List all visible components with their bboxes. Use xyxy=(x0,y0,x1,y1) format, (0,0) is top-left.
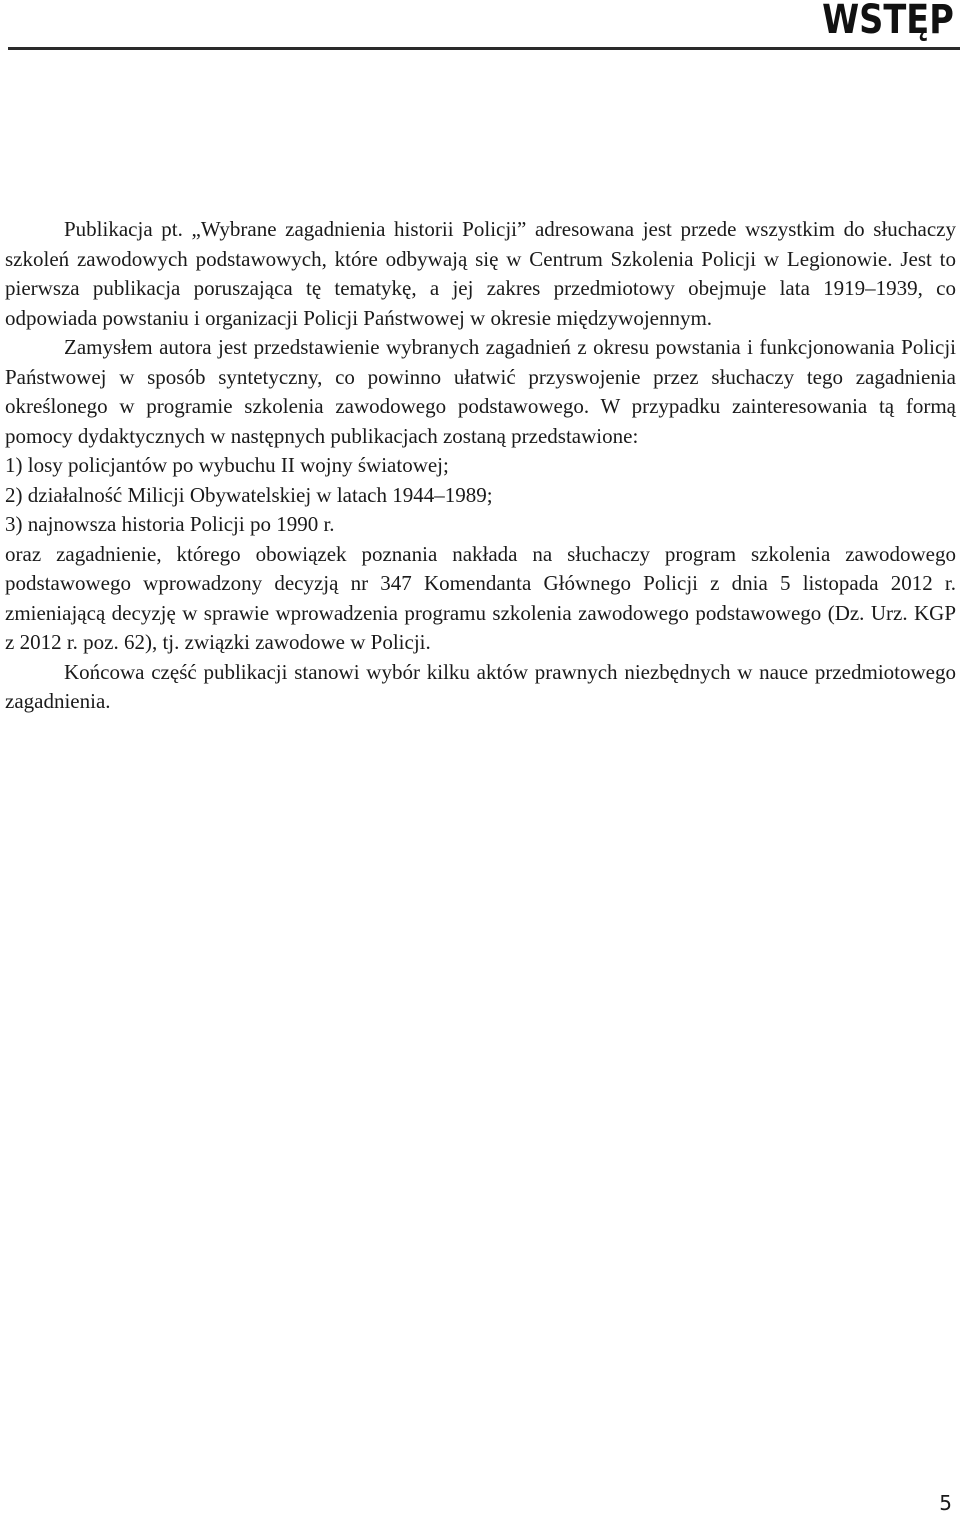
chapter-title: WSTĘP xyxy=(822,0,954,43)
page-number: 5 xyxy=(939,1491,952,1515)
list-item: 3) najnowsza historia Policji po 1990 r. xyxy=(5,512,335,536)
paragraph-intro: Publikacja pt. „Wybrane zagadnienia historii Policji” adresowana jest przede wszystkim do słuchaczy szkoleń zawodowych podstawowych, które odbywają się w Centrum Szkolenia Policji w Legionowie. Jest to pierwsza publikacja poruszająca tę tematykę, a jej zakres przedmiotowy obejmuje lata 1919–1939, co odpowiada powstaniu i organizacji Policji Państwowej w okresie międzywojennym. xyxy=(5,217,956,330)
body-text xyxy=(5,215,956,717)
paragraph-trade-unions: oraz zagadnienie, którego obowiązek poznania nakłada na słuchaczy program szkolenia zawodowego podstawowego wprowadzony decyzją nr 347 Komendanta Głównego Policji z dnia 5 listopada 2012 r. zmieniającą decyzję w sprawie wprowadzenia programu szkolenia zawodowego podstawowego (Dz. Urz. KGP z 2012 r. poz. 62), tj. związki zawodowe w Policji. xyxy=(5,541,956,654)
page-header xyxy=(797,0,954,46)
paragraph-final: Końcowa część publikacji stanowi wybór kilku aktów prawnych niezbędnych w nauce przedmiotowego zagadnienia. xyxy=(5,659,956,713)
list-item: 2) działalność Milicji Obywatelskiej w latach 1944–1989; xyxy=(5,482,493,507)
header-rule xyxy=(8,47,960,50)
list-item: 1) losy policjantów po wybuchu II wojny światowej; xyxy=(5,453,449,477)
paragraph-purpose: Zamysłem autora jest przedstawienie wybranych zagadnień z okresu powstania i funkcjonowania Policji Państwowej w sposób syntetyczny, co powinno ułatwić przyswojenie przez słuchaczy tego zagadnienia określonego w programie szkolenia zawodowego podstawowego. W przypadku zainteresowania tą formą pomocy dydaktycznych w następnych publikacjach zostaną przedstawione: xyxy=(5,335,956,448)
